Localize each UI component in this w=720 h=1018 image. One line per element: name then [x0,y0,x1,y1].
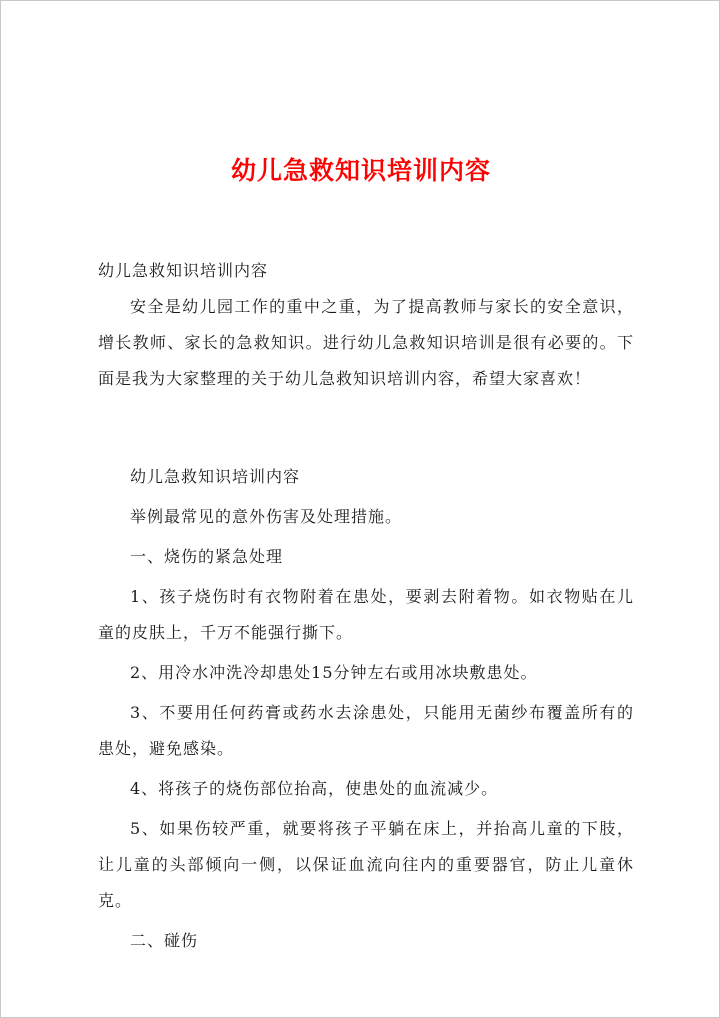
document-title: 幼儿急救知识培训内容 [230,156,491,185]
lead-paragraph: 举例最常见的意外伤害及处理措施。 [130,507,403,526]
list-item: 1、孩子烧伤时有衣物附着在患处，要剥去附着物。如衣物贴在儿童的皮肤上，千万不能强行撕下。 [98,587,634,642]
list-item: 5、如果伤较严重，就要将孩子平躺在床上，并抬高儿童的下肢，让儿童的头部倾向一侧，以保证血流向往内的重要器官，防止儿童休克。 [98,819,634,910]
list-item: 2、用冷水冲洗冷却患处15分钟左右或用冰块敷患处。 [130,663,538,682]
part2-heading: 二、碰伤 [130,931,199,950]
paragraph-spacer [98,397,634,459]
list-item: 3、不要用任何药膏或药水去涂患处，只能用无菌纱布覆盖所有的患处，避免感染。 [98,703,634,758]
part1-heading: 一、烧伤的紧急处理 [130,547,284,566]
section-heading: 幼儿急救知识培训内容 [130,467,301,486]
list-item: 4、将孩子的烧伤部位抬高，使患处的血流减少。 [130,779,499,798]
document-body [98,253,634,959]
subtitle: 幼儿急救知识培训内容 [98,261,269,280]
intro-paragraph: 安全是幼儿园工作的重中之重，为了提高教师与家长的安全意识，增长教师、家长的急救知识。进行幼儿急救知识培训是很有必要的。下面是我为大家整理的关于幼儿急救知识培训内容，希望大家喜欢！ [98,297,634,388]
